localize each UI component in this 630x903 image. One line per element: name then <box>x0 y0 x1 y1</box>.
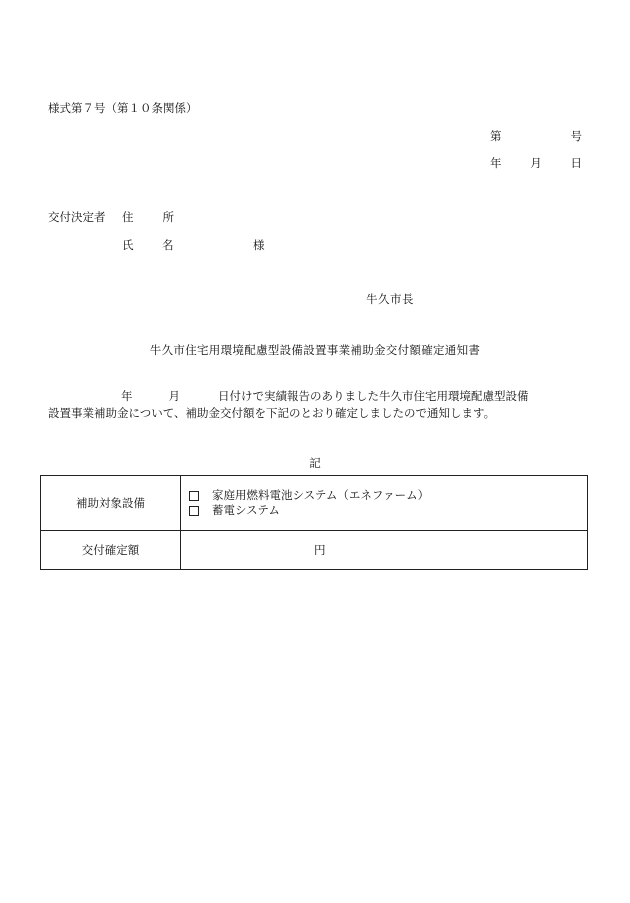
date-month: 月 <box>530 156 542 170</box>
date-day: 日 <box>570 156 582 170</box>
body-year: 年 <box>121 389 133 403</box>
document-number <box>490 128 582 144</box>
body-line1-rest: 日付けで実績報告のありました牛久市住宅用環境配慮型設備 <box>218 389 529 403</box>
table-row <box>41 531 588 570</box>
ki-heading: 記 <box>309 456 321 470</box>
name-label-1: 氏 <box>122 238 134 252</box>
amount-label: 交付確定額 <box>41 531 181 570</box>
body-month: 月 <box>168 389 180 403</box>
address-label-2: 所 <box>162 210 174 224</box>
form-number: 様式第７号（第１０条関係） <box>48 101 198 115</box>
option-label: 家庭用燃料電池システム（エネファーム） <box>212 488 430 502</box>
equipment-options <box>181 476 588 531</box>
body-line-1 <box>48 388 583 405</box>
body-text <box>48 388 583 422</box>
option-label: 蓄電システム <box>212 503 280 517</box>
document-title: 牛久市住宅用環境配慮型設備設置事業補助金交付額確定通知書 <box>149 343 481 357</box>
body-line-2: 設置事業補助金について、補助金交付額を下記のとおり確定しましたので通知します。 <box>48 406 496 420</box>
recipient-label: 交付決定者 <box>48 210 106 224</box>
recipient-address <box>122 209 174 225</box>
address-label-1: 住 <box>122 210 134 224</box>
checkbox-icon[interactable] <box>189 491 199 501</box>
option-battery[interactable] <box>181 503 587 518</box>
equipment-label: 補助対象設備 <box>41 476 181 531</box>
table-row <box>41 476 588 531</box>
detail-table <box>40 475 588 570</box>
doc-no-suffix: 号 <box>570 129 582 143</box>
issuer: 牛久市長 <box>366 292 414 306</box>
honorific: 様 <box>253 238 265 252</box>
name-label-2: 名 <box>162 238 174 252</box>
amount-value: 円 <box>181 531 588 570</box>
checkbox-icon[interactable] <box>189 506 199 516</box>
doc-no-prefix: 第 <box>490 129 502 143</box>
option-fuel-cell[interactable] <box>181 488 587 503</box>
date-year: 年 <box>490 156 502 170</box>
issue-date <box>490 155 582 171</box>
